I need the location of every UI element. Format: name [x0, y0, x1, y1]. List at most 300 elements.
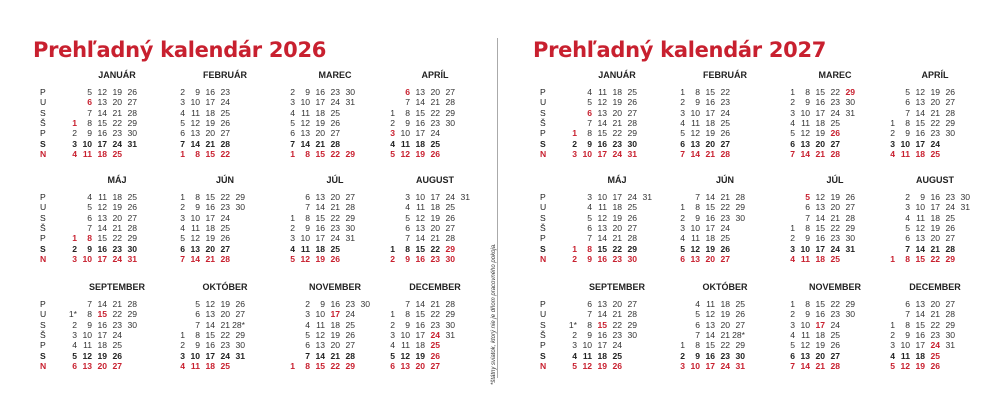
day-cell: 19: [815, 340, 825, 351]
day-cell: 24: [930, 340, 940, 351]
day-cell: 27: [127, 212, 137, 223]
day-cell: 7: [695, 329, 700, 340]
day-cell: 10: [82, 138, 92, 149]
month-name: DECEMBER: [409, 282, 461, 292]
day-cell: 19: [112, 87, 122, 97]
day-cell: 24: [112, 253, 122, 264]
month-apríl: [380, 70, 490, 180]
day-cell: 3: [890, 340, 895, 351]
day-cell: 22: [112, 309, 122, 320]
day-cell: 30: [735, 350, 745, 361]
day-cell: 16: [415, 253, 425, 264]
month-august: [380, 175, 490, 285]
day-cell: 28*: [232, 319, 245, 330]
day-cell: 14: [415, 233, 425, 244]
day-cell: 2: [680, 350, 685, 361]
day-cell: 10: [300, 233, 310, 244]
day-cell: 12: [205, 299, 215, 309]
day-cell: 9: [695, 97, 700, 108]
day-cell: 22: [830, 87, 840, 97]
day-cell: 17: [815, 319, 825, 330]
day-cell: 9: [587, 329, 592, 340]
day-cell: 20: [205, 243, 215, 254]
day-cell: 11: [801, 117, 810, 128]
day-cell: 22: [720, 202, 730, 213]
calendar-2027: [500, 0, 1000, 400]
day-cell: 19: [930, 222, 940, 233]
day-cell: 30: [845, 309, 855, 320]
day-cell: 13: [400, 360, 410, 371]
day-cell: 19: [415, 148, 425, 159]
day-cell: 14: [315, 350, 325, 361]
weekday-label: P: [540, 233, 546, 244]
day-cell: 12: [915, 222, 925, 233]
day-cell: 8: [195, 329, 200, 340]
day-cell: 15: [815, 299, 825, 309]
day-cell: 6: [390, 360, 395, 371]
day-cell: 31: [960, 202, 970, 213]
day-cell: 27: [345, 340, 355, 351]
day-cell: 28: [127, 222, 137, 233]
day-cell: 5: [305, 329, 310, 340]
month-name: NOVEMBER: [808, 282, 861, 292]
day-cell: 27: [220, 243, 230, 254]
day-cell: 12: [82, 350, 92, 361]
day-cell: 8: [805, 87, 810, 97]
day-cell: 26: [845, 192, 855, 202]
month-name: APRÍL: [921, 70, 949, 80]
month-name: JÚN: [215, 175, 234, 185]
day-cell: 25: [720, 233, 730, 244]
day-cell: 25: [127, 192, 137, 202]
day-cell: 6: [587, 299, 592, 309]
day-cell: 24: [220, 97, 230, 108]
day-cell: 25: [220, 360, 230, 371]
day-cell: 20: [205, 128, 215, 139]
day-cell: 19: [330, 329, 340, 340]
day-cell: 19: [612, 212, 622, 223]
day-cell: 18: [330, 319, 340, 330]
day-cell: 4: [587, 87, 592, 97]
day-cell: 21: [930, 107, 940, 118]
day-cell: 29: [945, 117, 955, 128]
day-cell: 4: [790, 253, 795, 264]
day-cell: 4: [695, 299, 700, 309]
day-cell: 4: [290, 107, 295, 118]
weekday-label: S: [540, 350, 546, 361]
day-cell: 7: [87, 107, 92, 118]
day-cell: 24: [220, 350, 230, 361]
day-cell: 13: [315, 192, 325, 202]
weekday-label: U: [40, 202, 47, 213]
day-cell: 8: [587, 243, 592, 254]
day-cell: 15: [597, 319, 607, 330]
day-cell: 12: [815, 192, 825, 202]
day-cell: 2: [572, 253, 577, 264]
day-cell: 17: [915, 138, 925, 149]
day-cell: 16: [205, 340, 215, 351]
day-cell: 14: [415, 97, 425, 108]
day-cell: 1: [180, 192, 185, 202]
day-cell: 7: [905, 309, 910, 320]
day-cell: 18: [915, 350, 925, 361]
weekday-label: P: [40, 192, 46, 202]
day-cell: 22: [220, 192, 230, 202]
day-cell: 25: [720, 117, 730, 128]
weekday-label: N: [40, 360, 47, 371]
day-cell: 12: [315, 329, 325, 340]
day-cell: 14: [97, 107, 107, 118]
day-cell: 1: [390, 107, 395, 118]
day-cell: 11: [82, 148, 92, 159]
day-cell: 6: [790, 138, 795, 149]
day-cell: 8: [87, 309, 92, 320]
day-cell: 3: [790, 243, 795, 254]
day-cell: 8: [87, 117, 92, 128]
day-cell: 16: [915, 329, 925, 340]
day-cell: 29: [735, 202, 745, 213]
day-cell: 15: [415, 107, 425, 118]
day-cell: 24: [612, 340, 622, 351]
day-cell: 23: [330, 87, 340, 97]
day-cell: 16: [415, 117, 425, 128]
day-cell: 6: [305, 192, 310, 202]
day-cell: 5: [790, 340, 795, 351]
day-cell: 19: [930, 87, 940, 97]
weekday-label: Š: [540, 117, 546, 128]
day-cell: 18: [720, 299, 730, 309]
day-cell: 31: [445, 329, 455, 340]
day-cell: 3: [905, 202, 910, 213]
month-name: OKTÓBER: [202, 282, 248, 292]
day-cell: 9: [805, 97, 810, 108]
day-cell: 8: [305, 148, 310, 159]
day-cell: 29: [845, 299, 855, 309]
day-cell: 23: [930, 128, 940, 139]
day-cell: 5: [587, 97, 592, 108]
day-cell: 7: [290, 138, 295, 149]
day-cell: 11: [83, 340, 92, 351]
day-cell: 9: [195, 340, 200, 351]
day-cell: 4: [390, 138, 395, 149]
day-cell: 23: [945, 192, 955, 202]
month-október: [670, 282, 780, 392]
day-cell: 17: [430, 192, 440, 202]
day-cell: 21: [612, 309, 622, 320]
day-cell: 6: [695, 319, 700, 330]
day-cell: 18: [705, 117, 715, 128]
day-cell: 20: [815, 138, 825, 149]
day-cell: 23: [612, 329, 622, 340]
day-cell: 2: [890, 329, 895, 340]
day-cell: 10: [315, 309, 325, 320]
day-cell: 23: [720, 97, 730, 108]
day-cell: 5: [290, 253, 295, 264]
day-cell: 8: [305, 360, 310, 371]
day-cell: 19: [205, 117, 215, 128]
day-cell: 23: [430, 253, 440, 264]
day-cell: 6: [587, 107, 592, 118]
day-cell: 12: [597, 212, 607, 223]
weekday-label: S: [540, 243, 546, 254]
day-cell: 16: [815, 309, 825, 320]
day-cell: 10: [690, 107, 700, 118]
day-cell: 11: [691, 233, 700, 244]
day-cell: 7: [87, 222, 92, 233]
day-cell: 13: [705, 319, 715, 330]
day-cell: 13: [597, 299, 607, 309]
day-cell: 2: [390, 117, 395, 128]
month-jún: [670, 175, 780, 285]
day-cell: 28: [627, 117, 637, 128]
day-cell: 1*: [568, 319, 577, 330]
day-cell: 22: [330, 360, 340, 371]
day-cell: 24: [430, 329, 440, 340]
day-cell: 3: [72, 138, 77, 149]
month-name: MAREC: [818, 70, 852, 80]
day-cell: 9: [405, 253, 410, 264]
day-cell: 5: [390, 350, 395, 361]
day-cell: 18: [612, 202, 622, 213]
day-cell: 26: [627, 212, 637, 223]
day-cell: 18: [205, 360, 215, 371]
day-cell: 7: [87, 299, 92, 309]
day-cell: 18: [430, 202, 440, 213]
day-cell: 12: [97, 202, 107, 213]
month-name: JÚN: [715, 175, 734, 185]
day-cell: 2: [390, 253, 395, 264]
day-cell: 22: [612, 128, 622, 139]
day-cell: 2: [290, 222, 295, 233]
day-cell: 19: [205, 233, 215, 244]
day-cell: 20: [330, 192, 340, 202]
day-cell: 5: [195, 299, 200, 309]
day-cell: 23: [430, 117, 440, 128]
weekday-label: N: [540, 253, 547, 264]
day-cell: 21: [830, 212, 840, 223]
day-cell: 15: [915, 253, 925, 264]
day-cell: 2: [680, 97, 685, 108]
day-cell: 25: [830, 253, 840, 264]
weekday-label: S: [40, 319, 46, 330]
day-cell: 21: [720, 192, 730, 202]
day-cell: 12: [400, 148, 410, 159]
day-cell: 11: [191, 107, 200, 118]
month-name: MÁJ: [607, 175, 627, 185]
day-cell: 22: [220, 148, 230, 159]
day-cell: 16: [597, 329, 607, 340]
day-cell: 24: [612, 148, 622, 159]
day-cell: 2: [680, 212, 685, 223]
day-cell: 6: [87, 212, 92, 223]
day-cell: 12: [300, 117, 310, 128]
month-jún: [170, 175, 280, 285]
day-cell: 3: [290, 233, 295, 244]
day-cell: 4: [87, 192, 92, 202]
day-cell: 28: [830, 360, 840, 371]
day-cell: 15: [915, 117, 925, 128]
day-cell: 24: [930, 138, 940, 149]
day-cell: 21: [430, 233, 440, 244]
day-cell: 8: [195, 148, 200, 159]
weekday-label: P: [40, 233, 46, 244]
day-cell: 1: [790, 87, 795, 97]
day-cell: 30: [960, 192, 970, 202]
day-cell: 14: [315, 202, 325, 213]
day-cell: 21: [705, 148, 715, 159]
day-cell: 10: [300, 97, 310, 108]
day-cell: 10: [800, 243, 810, 254]
day-cell: 14: [190, 138, 200, 149]
day-cell: 11: [801, 329, 810, 340]
day-cell: 26: [627, 97, 637, 108]
day-cell: 8: [405, 107, 410, 118]
day-cell: 22: [830, 299, 840, 309]
day-cell: 4: [305, 319, 310, 330]
day-cell: 29: [235, 329, 245, 340]
weekday-label: N: [40, 253, 47, 264]
day-cell: 1: [290, 360, 295, 371]
day-cell: 4: [390, 340, 395, 351]
day-cell: 5: [87, 87, 92, 97]
day-cell: 15: [815, 87, 825, 97]
day-cell: 19: [815, 128, 825, 139]
month-name: JANUÁR: [598, 70, 636, 80]
day-cell: 16: [705, 350, 715, 361]
day-cell: 24: [720, 360, 730, 371]
day-cell: 12: [705, 309, 715, 320]
day-cell: 11: [191, 222, 200, 233]
month-júl: [780, 175, 890, 285]
day-cell: 7: [195, 319, 200, 330]
day-cell: 15: [915, 319, 925, 330]
day-cell: 28: [720, 148, 730, 159]
day-cell: 26: [127, 87, 137, 97]
weekday-label: S: [40, 107, 46, 118]
month-august: [880, 175, 990, 285]
day-cell: 15: [205, 148, 215, 159]
day-cell: 27: [127, 97, 137, 108]
day-cell: 1: [890, 117, 895, 128]
day-cell: 4: [587, 202, 592, 213]
day-cell: 14: [97, 299, 107, 309]
day-cell: 5: [180, 117, 185, 128]
day-cell: 10: [690, 360, 700, 371]
month-máj: [62, 175, 172, 285]
day-cell: 16: [915, 128, 925, 139]
day-cell: 20: [220, 309, 230, 320]
day-cell: 17: [612, 192, 622, 202]
day-cell: 24: [720, 107, 730, 118]
month-február: [670, 70, 780, 180]
month-name: MÁJ: [107, 175, 127, 185]
day-cell: 31: [735, 360, 745, 371]
day-cell: 28: [127, 299, 137, 309]
day-cell: 5: [87, 202, 92, 213]
day-cell: 18: [597, 350, 607, 361]
day-cell: 20: [112, 97, 122, 108]
day-cell: 26: [612, 360, 622, 371]
month-november: [780, 282, 890, 392]
footnote: *štátny sviatok, ktorý nie je dňom pracovného pokoja.: [491, 243, 497, 385]
day-cell: 30: [360, 299, 370, 309]
day-cell: 22: [612, 319, 622, 330]
day-cell: 29: [845, 222, 855, 233]
day-cell: 10: [82, 329, 92, 340]
day-cell: 29: [345, 212, 355, 223]
day-cell: 23: [830, 97, 840, 108]
day-cell: 20: [720, 319, 730, 330]
day-cell: 7: [405, 97, 410, 108]
day-cell: 2: [180, 87, 185, 97]
day-cell: 31: [345, 233, 355, 244]
day-cell: 21: [815, 148, 825, 159]
day-cell: 16: [597, 253, 607, 264]
day-cell: 11: [401, 340, 410, 351]
day-cell: 13: [82, 360, 92, 371]
day-cell: 25: [330, 243, 340, 254]
day-cell: 14: [97, 222, 107, 233]
weekday-label: S: [40, 350, 46, 361]
day-cell: 27: [345, 192, 355, 202]
day-cell: 31: [127, 138, 137, 149]
day-cell: 18: [205, 222, 215, 233]
day-cell: 27: [430, 360, 440, 371]
day-cell: 9: [695, 350, 700, 361]
day-cell: 25: [430, 340, 440, 351]
day-cell: 19: [220, 299, 230, 309]
day-cell: 14: [705, 192, 715, 202]
day-cell: 25: [612, 350, 622, 361]
day-cell: 24: [830, 243, 840, 254]
weekday-label: P: [540, 299, 546, 309]
day-cell: 9: [920, 192, 925, 202]
day-cell: 21: [430, 97, 440, 108]
month-name: FEBRUÁR: [203, 70, 247, 80]
day-cell: 17: [815, 107, 825, 118]
month-júl: [280, 175, 390, 285]
day-cell: 17: [97, 329, 107, 340]
day-cell: 27: [627, 107, 637, 118]
day-cell: 20: [97, 360, 107, 371]
day-cell: 22: [430, 107, 440, 118]
day-cell: 13: [597, 107, 607, 118]
month-name: FEBRUÁR: [703, 70, 747, 80]
day-cell: 25: [430, 138, 440, 149]
day-cell: 17: [97, 138, 107, 149]
day-cell: 1: [572, 128, 577, 139]
weekday-label: P: [40, 299, 46, 309]
day-cell: 23: [930, 329, 940, 340]
day-cell: 3: [305, 309, 310, 320]
day-cell: 29: [735, 340, 745, 351]
day-cell: 10: [582, 148, 592, 159]
month-name: JÚL: [326, 175, 344, 185]
day-cell: 25: [930, 148, 940, 159]
day-cell: 26: [430, 350, 440, 361]
day-cell: 18: [915, 148, 925, 159]
day-cell: 19: [415, 350, 425, 361]
day-cell: 7: [587, 233, 592, 244]
day-cell: 26: [330, 117, 340, 128]
day-cell: 17: [97, 253, 107, 264]
day-cell: 11: [98, 192, 107, 202]
day-cell: 30: [445, 117, 455, 128]
day-cell: 6: [195, 309, 200, 320]
weekday-label: N: [540, 360, 547, 371]
day-cell: 11: [416, 202, 425, 213]
day-cell: 2: [290, 87, 295, 97]
